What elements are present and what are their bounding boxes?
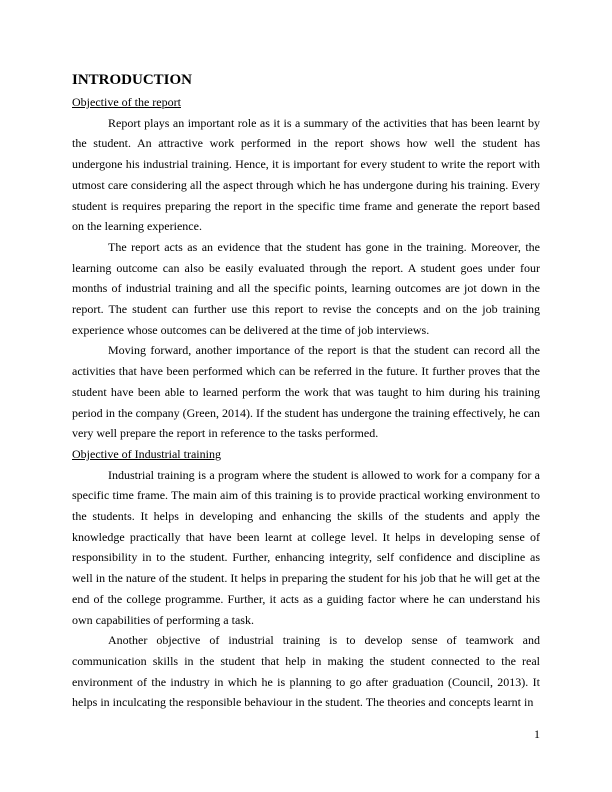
section-heading-report-objective: Objective of the report xyxy=(72,95,181,109)
page-title: INTRODUCTION xyxy=(72,72,193,88)
paragraph: Industrial training is a program where the student is allowed to work for a company for a specific time frame. The main aim of this training is to provide practical working environment to the students. It helps in developing and enhancing the skills of the students and apply the knowledge practically that have been learnt at college level. It helps in developing sense of responsibility in to the student. Further, enhancing integrity, self confidence and discipline as well in the nature of the student. It helps in preparing the student for his job that he will get at the end of the college programme. Further, it acts as a guiding factor where he can understand his own capabilities of performing a task. xyxy=(72,467,540,627)
paragraph: Another objective of industrial training is to develop sense of teamwork and communication skills in the student that help in making the student connected to the real environment of the industry in which he is planning to go after graduation (Council, 2013). It helps in inculcating the responsible behaviour in the student. The theories and concepts learnt in xyxy=(72,633,540,710)
document-page xyxy=(72,70,540,713)
paragraph: The report acts as an evidence that the student has gone in the training. Moreover, the learning outcome can also be easily evaluated through the report. A student goes under four months of industrial training and all the specific points, learning outcomes are jot down in the report. The student can further use this report to revise the concepts and on the job training experience whose outcomes can be delivered at the time of job interviews. xyxy=(72,239,540,337)
paragraph: Report plays an important role as it is a summary of the activities that has been learnt by the student. An attractive work performed in the report shows how well the student has undergone his industrial training. Hence, it is important for every student to write the report with utmost care considering all the aspect through which he has undergone during his training. Every student is requires preparing the report in the specific time frame and generate the report based on the learning experience. xyxy=(72,115,540,234)
paragraph: Moving forward, another importance of the report is that the student can record all the activities that have been performed which can be referred in the future. It further proves that the student have been able to learned perform the work that was taught to him during his training period in the company (Green, 2014). If the student has undergone the training effectively, he can very well prepare the report in reference to the tasks performed. xyxy=(72,343,540,441)
section-heading-training-objective: Objective of Industrial training xyxy=(72,446,221,461)
page-number: 1 xyxy=(534,727,540,741)
